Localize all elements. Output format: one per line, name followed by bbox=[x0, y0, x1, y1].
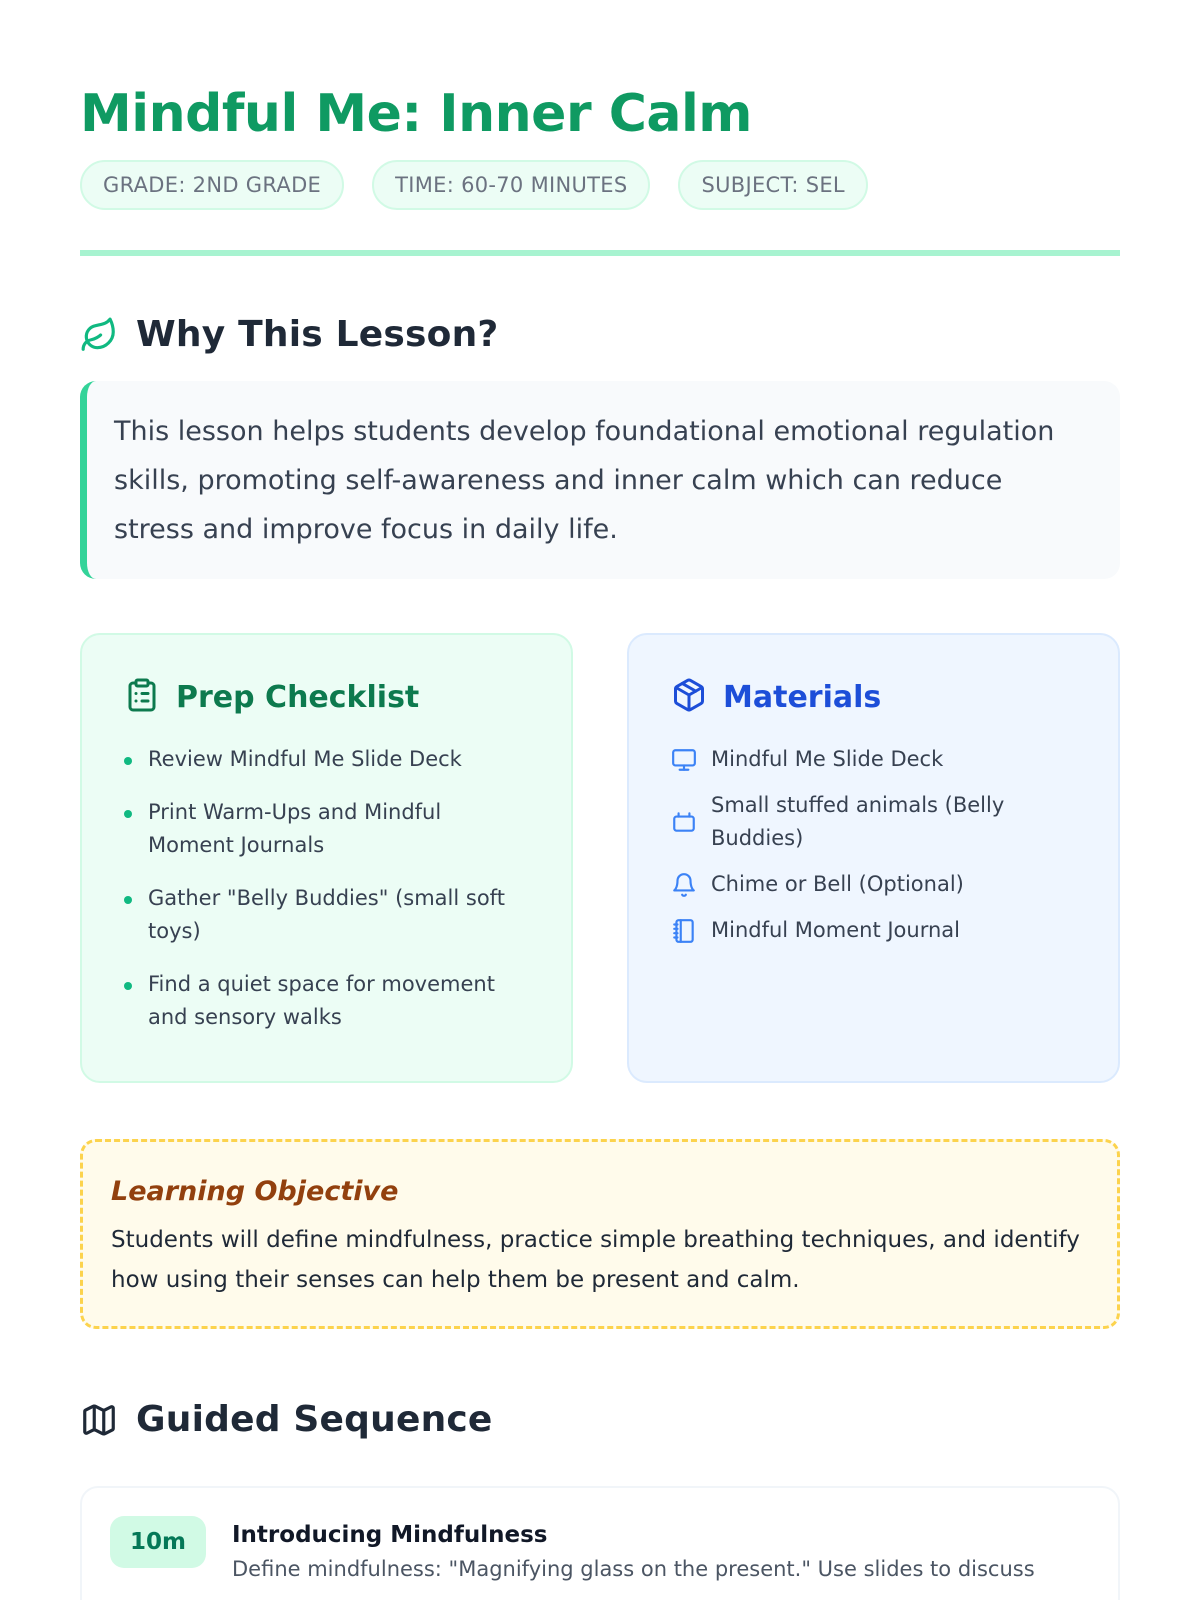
bullet-icon bbox=[124, 896, 132, 904]
material-label: Mindful Me Slide Deck bbox=[711, 747, 944, 771]
toy-icon bbox=[671, 809, 697, 835]
why-heading: Why This Lesson? bbox=[136, 314, 499, 355]
objective-text: Students will define mindfulness, practice simple breathing techniques, and identify how using their senses can help them be present and calm. bbox=[111, 1227, 1080, 1293]
prep-heading: Prep Checklist bbox=[176, 679, 420, 715]
why-section-header bbox=[80, 314, 1120, 355]
info-cards bbox=[80, 633, 1120, 1083]
material-label: Mindful Moment Journal bbox=[711, 918, 960, 942]
why-callout bbox=[80, 381, 1120, 579]
objective-heading: Learning Objective bbox=[111, 1176, 399, 1207]
materials-card bbox=[627, 633, 1120, 1083]
bullet-icon bbox=[124, 810, 132, 818]
prep-item-label: Review Mindful Me Slide Deck bbox=[148, 747, 462, 771]
bell-icon bbox=[671, 872, 697, 898]
clipboard-icon bbox=[124, 677, 160, 717]
material-item bbox=[671, 868, 1078, 901]
subject-tag: SUBJECT: SEL bbox=[678, 160, 867, 210]
material-item bbox=[671, 914, 1078, 947]
material-item bbox=[671, 743, 1078, 776]
step-title: Introducing Mindfulness bbox=[232, 1522, 548, 1548]
material-label: Chime or Bell (Optional) bbox=[711, 872, 964, 896]
step-duration-badge: 10m bbox=[110, 1516, 206, 1568]
prep-list bbox=[124, 743, 531, 1034]
materials-list bbox=[671, 743, 1078, 947]
sequence-step bbox=[80, 1486, 1120, 1600]
guided-sequence-heading: Guided Sequence bbox=[136, 1399, 493, 1440]
page-title: Mindful Me: Inner Calm bbox=[80, 84, 752, 144]
learning-objective-box bbox=[80, 1139, 1120, 1329]
material-label: Small stuffed animals (Belly Buddies) bbox=[711, 793, 1005, 850]
prep-item-label: Gather "Belly Buddies" (small soft toys) bbox=[148, 886, 505, 943]
box-icon bbox=[671, 677, 707, 717]
bullet-icon bbox=[124, 757, 132, 765]
bullet-icon bbox=[124, 982, 132, 990]
prep-header bbox=[124, 677, 531, 717]
time-tag: TIME: 60-70 MINUTES bbox=[372, 160, 650, 210]
why-text: This lesson helps students develop foundational emotional regulation skills, promoting self-awareness and inner calm which can reduce stress and improve focus in daily life. bbox=[114, 416, 1055, 545]
prep-item bbox=[124, 743, 531, 776]
divider bbox=[80, 250, 1120, 256]
prep-item-label: Find a quiet space for movement and sensory walks bbox=[148, 972, 495, 1029]
step-body bbox=[232, 1516, 1035, 1600]
prep-item-label: Print Warm-Ups and Mindful Moment Journals bbox=[148, 800, 442, 857]
materials-header bbox=[671, 677, 1078, 717]
materials-heading: Materials bbox=[723, 679, 882, 715]
material-item bbox=[671, 789, 1078, 855]
grade-tag: GRADE: 2ND GRADE bbox=[80, 160, 344, 210]
prep-item bbox=[124, 882, 531, 948]
prep-item bbox=[124, 796, 531, 862]
prep-checklist-card bbox=[80, 633, 573, 1083]
map-icon bbox=[80, 1401, 118, 1439]
leaf-icon bbox=[80, 316, 118, 354]
prep-item bbox=[124, 968, 531, 1034]
tag-row bbox=[80, 160, 1120, 210]
monitor-icon bbox=[671, 747, 697, 773]
step-description: Define mindfulness: "Magnifying glass on the present." Use slides to discuss bbox=[232, 1557, 1035, 1581]
guided-sequence-header bbox=[80, 1399, 1120, 1440]
notebook-icon bbox=[671, 918, 697, 944]
